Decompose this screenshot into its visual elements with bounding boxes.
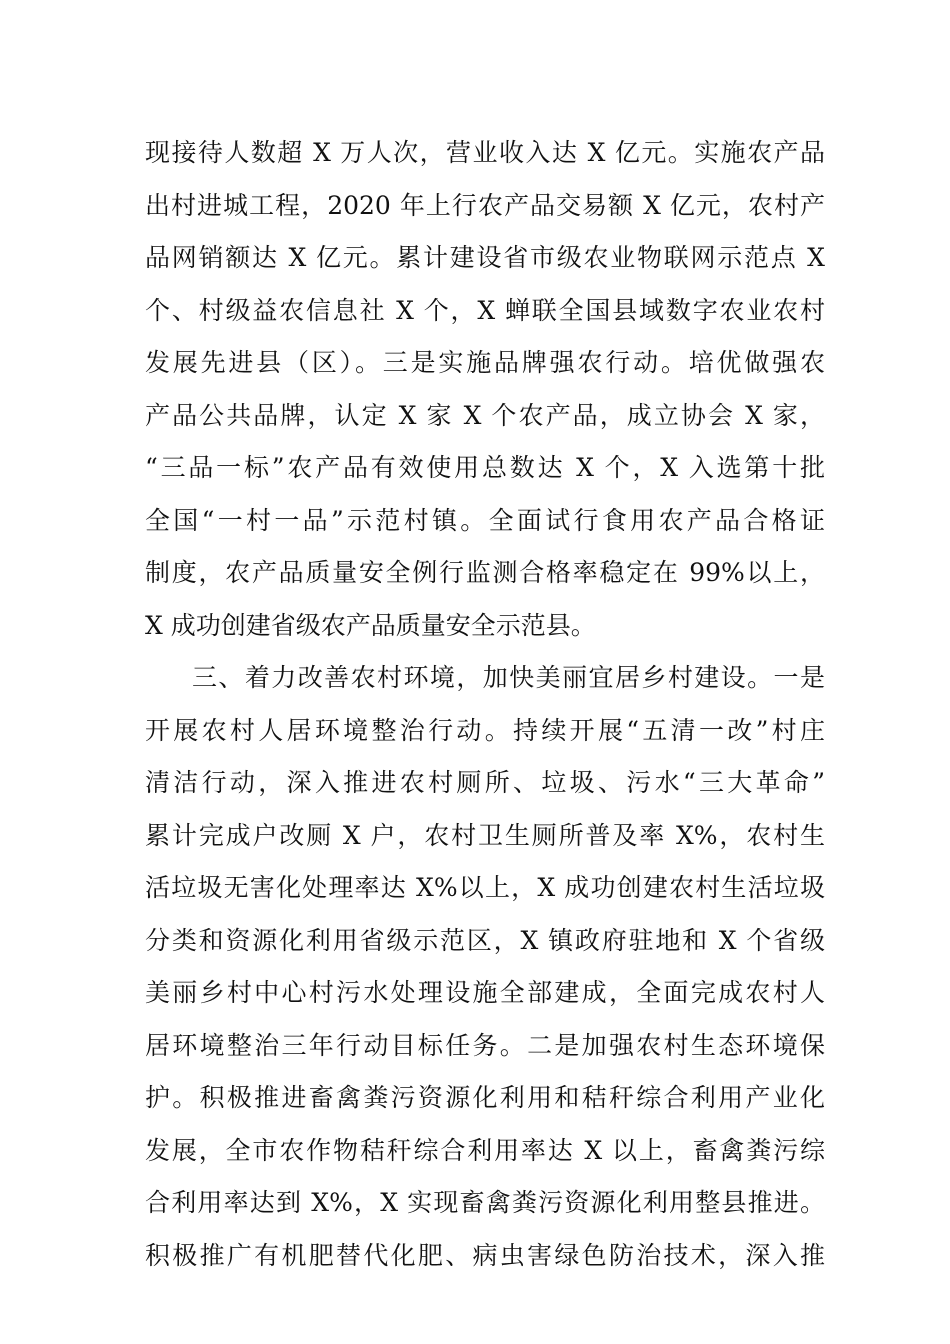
text-line: 发展先进县（区）。三是实施品牌强农行动。培优做强农 — [145, 348, 825, 377]
text-line-paragraph-end: X 成功创建省级农产品质量安全示范县。 — [145, 610, 596, 640]
text-line: 积极推广有机肥替代化肥、病虫害绿色防治技术，深入推 — [145, 1240, 825, 1270]
text-line: 现接待人数超 X 万人次，营业收入达 X 亿元。实施农产品 — [145, 138, 825, 167]
text-line: 护。积极推进畜禽粪污资源化利用和秸秆综合利用产业化 — [145, 1083, 825, 1112]
text-line: 开展农村人居环境整治行动。持续开展“五清一改”村庄 — [145, 715, 825, 745]
text-line: 清洁行动，深入推进农村厕所、垃圾、污水“三大革命” — [145, 768, 825, 797]
text-line: 全国“一村一品”示范村镇。全面试行食用农产品合格证 — [145, 505, 825, 535]
body-text — [145, 129, 825, 1284]
text-line: 合利用率达到 X%，X 实现畜禽粪污资源化利用整县推进。 — [145, 1188, 825, 1217]
text-line: 产品公共品牌，认定 X 家 X 个农产品，成立协会 X 家， — [145, 400, 825, 430]
text-line: 活垃圾无害化处理率达 X%以上，X 成功创建农村生活垃圾 — [145, 873, 825, 902]
text-line: 品网销额达 X 亿元。累计建设省市级农业物联网示范点 X — [145, 243, 825, 272]
text-line: 累计完成户改厕 X 户，农村卫生厕所普及率 X%，农村生 — [145, 820, 825, 850]
section-heading-line: 三、着力改善农村环境，加快美丽宜居乡村建设。一是 — [192, 663, 825, 692]
text-line: 美丽乡村中心村污水处理设施全部建成，全面完成农村人 — [145, 978, 825, 1007]
text-line: 个、村级益农信息社 X 个，X 蝉联全国县域数字农业农村 — [145, 295, 825, 325]
text-line: 发展，全市农作物秸秆综合利用率达 X 以上，畜禽粪污综 — [145, 1135, 825, 1165]
text-line: “三品一标”农产品有效使用总数达 X 个，X 入选第十批 — [145, 453, 825, 482]
text-line: 分类和资源化利用省级示范区，X 镇政府驻地和 X 个省级 — [145, 925, 825, 955]
text-line: 居环境整治三年行动目标任务。二是加强农村生态环境保 — [145, 1030, 825, 1060]
text-line: 制度，农产品质量安全例行监测合格率稳定在 99%以上， — [145, 558, 825, 587]
text-line: 出村进城工程，2020 年上行农产品交易额 X 亿元，农村产 — [145, 190, 825, 220]
